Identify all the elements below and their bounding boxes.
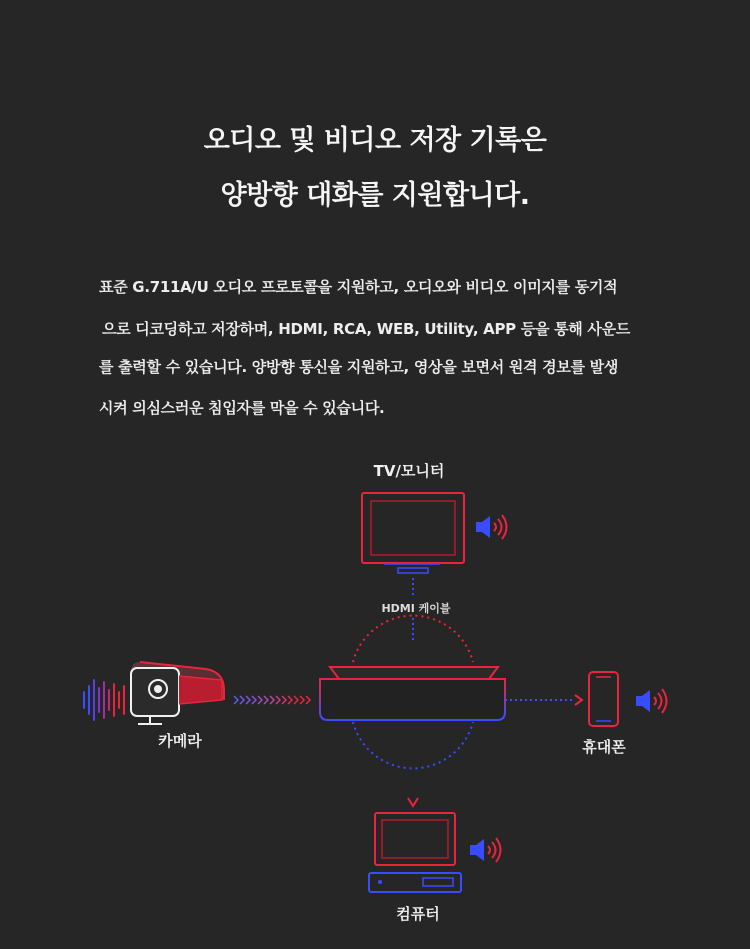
- nvr-box-icon: [320, 667, 505, 720]
- camera-label: 카메라: [158, 732, 202, 750]
- bullet-camera-icon: [131, 662, 224, 724]
- headline-line-1: 오디오 및 비디오 저장 기록은: [203, 125, 547, 156]
- computer-label: 컴퓨터: [396, 905, 440, 923]
- smartphone-icon: [589, 672, 618, 726]
- phone-label: 휴대폰: [582, 738, 626, 756]
- speaker-icon: [636, 689, 667, 713]
- description-line-3: 를 출력할 수 있습니다. 양방향 통신을 지원하고, 영상을 보면서 원격 경보를 발생: [99, 358, 619, 376]
- speaker-icon: [470, 838, 501, 862]
- description-line-1: 표준 G.711A/U 오디오 프로토콜을 지원하고, 오디오와 비디오 이미지를 동기적: [99, 278, 618, 296]
- tv-monitor-label: TV/모니터: [373, 462, 445, 480]
- camera-signal-arrows: [234, 696, 310, 704]
- computer-icon: [369, 813, 461, 892]
- hdmi-cable-label: HDMI 케이블: [381, 602, 451, 615]
- description-line-2: 으로 디코딩하고 저장하며, HDMI, RCA, WEB, Utility, APP 등을 통해 사운드: [102, 320, 630, 338]
- headline-line-2: 양방향 대화를 지원합니다.: [220, 180, 530, 211]
- tv-monitor-icon: [362, 493, 464, 573]
- sound-wave-icon: [84, 680, 124, 720]
- description-line-4: 시켜 의심스러운 침입자를 막을 수 있습니다.: [99, 399, 385, 417]
- speaker-icon: [476, 515, 507, 539]
